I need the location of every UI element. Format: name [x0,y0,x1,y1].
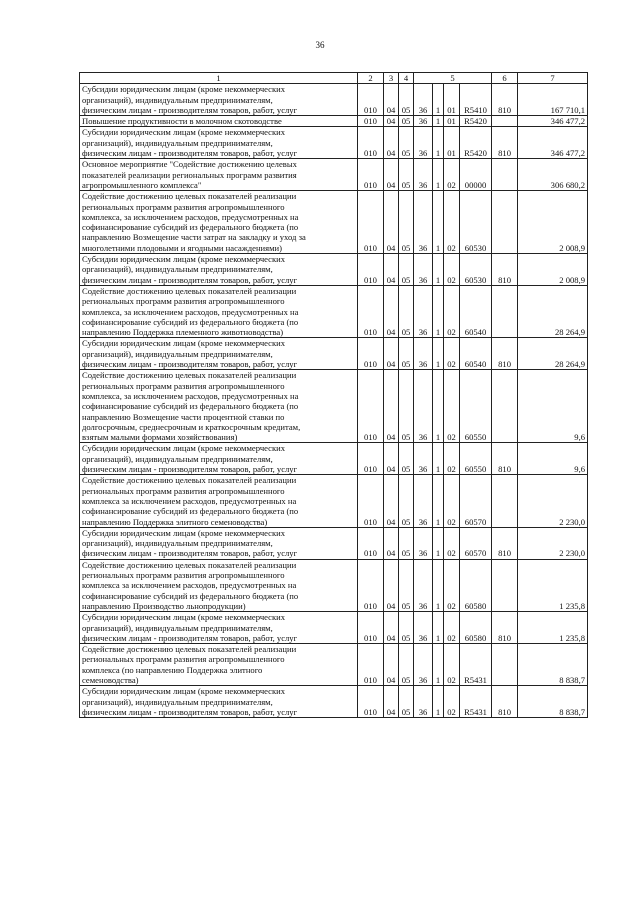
subsection-code: 05 [399,116,414,127]
header-col-1: 1 [80,73,358,84]
grbs-code: 010 [358,686,384,718]
direction-code: 60580 [460,559,492,612]
subprogram-code: 1 [433,475,444,528]
subsection-code: 05 [399,686,414,718]
subprogram-code: 1 [433,559,444,612]
direction-code: 00000 [460,159,492,191]
expense-type-code: 810 [492,686,518,718]
direction-code: 60540 [460,285,492,338]
row-description [80,612,358,644]
subsection-code: 05 [399,612,414,644]
table-row [80,116,588,127]
program-code: 36 [414,116,433,127]
description-line: семеноводства) [82,675,139,685]
description-line: Содействие достижению целевых показателей реализации [82,191,297,202]
subsection-code: 05 [399,443,414,475]
expense-type-code: 810 [492,338,518,370]
section-code: 04 [384,84,399,116]
table-row [80,612,588,644]
table-row [80,559,588,612]
row-description [80,254,358,286]
description-line: взятым малыми формами хозяйствования) [82,432,238,443]
event-code: 01 [444,84,460,116]
event-code: 02 [444,338,460,370]
subsection-code: 05 [399,338,414,370]
description-line: организаций), индивидуальным предпринимателям, [82,538,273,549]
header-col-3: 3 [384,73,399,84]
event-code: 02 [444,475,460,528]
description-line: комплекса за исключением расходов, предусмотренных на [82,495,297,506]
expense-type-code [492,116,518,127]
table-row [80,159,588,191]
row-description [80,686,358,718]
description-line: организаций), индивидуальным предпринимателям, [82,264,273,275]
program-code: 36 [414,191,433,254]
description-line: организаций), индивидуальным предпринимателям, [82,696,273,707]
section-code: 04 [384,559,399,612]
description-line: Субсидии юридическим лицам (кроме некоммерческих [82,443,286,454]
event-code: 02 [444,612,460,644]
description-line: Содействие достижению целевых показателей реализации [82,559,297,570]
section-code: 04 [384,285,399,338]
description-line: физическим лицам - производителям товаров, работ, услуг [82,148,298,159]
subprogram-code: 1 [433,686,444,718]
row-description [80,443,358,475]
table-row [80,527,588,559]
row-description [80,84,358,116]
description-line: физическим лицам - производителям товаров, работ, услуг [82,632,298,643]
section-code: 04 [384,159,399,191]
direction-code: 60530 [460,191,492,254]
description-line: показателей реализации региональных программ развития [82,169,297,180]
subprogram-code: 1 [433,127,444,159]
grbs-code: 010 [358,612,384,644]
row-amount: 2 230,0 [518,475,588,528]
event-code: 02 [444,644,460,686]
description-line: региональных программ развития агропромышленного [82,654,285,665]
event-code: 02 [444,191,460,254]
row-amount: 346 477,2 [518,116,588,127]
row-amount: 306 680,2 [518,159,588,191]
description-line: комплекса, за исключением расходов, предусмотренных на [82,306,299,317]
grbs-code: 010 [358,475,384,528]
subsection-code: 05 [399,475,414,528]
description-line: региональных программ развития агропромышленного [82,570,285,581]
description-line: физическим лицам - производителям товаров, работ, услуг [82,104,298,115]
table-row [80,370,588,443]
table-row [80,443,588,475]
row-description [80,475,358,528]
section-code: 04 [384,644,399,686]
description-line: организаций), индивидуальным предпринимателям, [82,622,273,633]
header-col-6: 6 [492,73,518,84]
program-code: 36 [414,285,433,338]
subprogram-code: 1 [433,254,444,286]
expense-type-code [492,644,518,686]
description-line: физическим лицам - производителям товаров, работ, услуг [82,359,298,370]
grbs-code: 010 [358,443,384,475]
subsection-code: 05 [399,370,414,443]
direction-code: R5420 [460,116,492,127]
program-code: 36 [414,644,433,686]
row-amount: 28 264,9 [518,338,588,370]
table-row [80,686,588,718]
program-code: 36 [414,559,433,612]
description-line: агропромышленного комплекса" [82,179,202,190]
page-number: 36 [315,40,325,50]
direction-code: R5431 [460,686,492,718]
subprogram-code: 1 [433,370,444,443]
description-line: Субсидии юридическим лицам (кроме некоммерческих [82,612,286,623]
program-code: 36 [414,612,433,644]
expense-type-code: 810 [492,527,518,559]
expense-type-code [492,285,518,338]
table-row [80,285,588,338]
event-code: 02 [444,443,460,475]
event-code: 01 [444,127,460,159]
row-description [80,285,358,338]
description-line: организаций), индивидуальным предпринимателям, [82,94,273,105]
grbs-code: 010 [358,338,384,370]
description-line: Субсидии юридическим лицам (кроме некоммерческих [82,254,286,265]
expense-type-code [492,559,518,612]
subsection-code: 05 [399,84,414,116]
program-code: 36 [414,370,433,443]
description-line: Основное мероприятие "Содействие достижению целевых [82,159,297,170]
row-amount: 1 235,8 [518,559,588,612]
expense-type-code: 810 [492,254,518,286]
direction-code: 60570 [460,527,492,559]
subsection-code: 05 [399,527,414,559]
subprogram-code: 1 [433,338,444,370]
table-row [80,254,588,286]
expense-type-code [492,475,518,528]
subprogram-code: 1 [433,116,444,127]
section-code: 04 [384,127,399,159]
grbs-code: 010 [358,127,384,159]
grbs-code: 010 [358,644,384,686]
header-row [80,73,588,84]
description-line: Содействие достижению целевых показателей реализации [82,285,297,296]
description-line: Содействие достижению целевых показателей реализации [82,475,297,486]
grbs-code: 010 [358,527,384,559]
grbs-code: 010 [358,370,384,443]
subsection-code: 05 [399,559,414,612]
grbs-code: 010 [358,254,384,286]
program-code: 36 [414,527,433,559]
subsection-code: 05 [399,254,414,286]
event-code: 02 [444,686,460,718]
row-amount: 2 230,0 [518,527,588,559]
description-line: направлению Поддержка элитного семеноводства) [82,516,268,527]
description-line: многолетними плодовыми и ягодными насаждениями) [82,242,283,253]
subprogram-code: 1 [433,527,444,559]
direction-code: 60580 [460,612,492,644]
description-line: физическим лицам - производителям товаров, работ, услуг [82,274,298,285]
grbs-code: 010 [358,116,384,127]
event-code: 02 [444,285,460,338]
description-line: софинансирование субсидий из федерального бюджета (по [82,316,299,327]
grbs-code: 010 [358,559,384,612]
row-amount: 346 477,2 [518,127,588,159]
expense-type-code [492,370,518,443]
row-description [80,644,358,686]
description-line: региональных программ развития агропромышленного [82,380,285,391]
program-code: 36 [414,475,433,528]
section-code: 04 [384,338,399,370]
table-row [80,338,588,370]
section-code: 04 [384,527,399,559]
subprogram-code: 1 [433,612,444,644]
description-line: направлению Производство льнопродукции) [82,600,246,611]
row-amount: 2 008,9 [518,254,588,286]
row-amount: 167 710,1 [518,84,588,116]
subsection-code: 05 [399,644,414,686]
description-line: долгосрочным, среднесрочным и краткосрочным кредитам, [82,421,301,432]
description-line: Содействие достижению целевых показателей реализации [82,644,297,655]
subsection-code: 05 [399,285,414,338]
description-line: физическим лицам - производителям товаров, работ, услуг [82,464,298,475]
subprogram-code: 1 [433,644,444,686]
header-col-4: 4 [399,73,414,84]
row-description [80,116,358,127]
row-description [80,338,358,370]
direction-code: R5420 [460,127,492,159]
event-code: 02 [444,159,460,191]
direction-code: 60550 [460,370,492,443]
description-line: региональных программ развития агропромышленного [82,485,285,496]
expense-type-code: 810 [492,612,518,644]
section-code: 04 [384,116,399,127]
description-line: софинансирование субсидий из федерального бюджета (по [82,506,299,517]
description-line: региональных программ развития агропромышленного [82,296,285,307]
program-code: 36 [414,127,433,159]
description-line: физическим лицам - производителям товаров, работ, услуг [82,706,298,717]
table-row [80,191,588,254]
subsection-code: 05 [399,127,414,159]
table-row [80,644,588,686]
direction-code: R5431 [460,644,492,686]
row-description [80,191,358,254]
row-description [80,370,358,443]
section-code: 04 [384,686,399,718]
description-line: организаций), индивидуальным предпринимателям, [82,453,273,464]
expense-type-code [492,191,518,254]
section-code: 04 [384,191,399,254]
event-code: 02 [444,559,460,612]
description-line: Субсидии юридическим лицам (кроме некоммерческих [82,127,286,138]
row-amount: 1 235,8 [518,612,588,644]
header-col-2: 2 [358,73,384,84]
row-description [80,127,358,159]
expense-type-code: 810 [492,127,518,159]
expense-type-code: 810 [492,443,518,475]
program-code: 36 [414,84,433,116]
description-line: организаций), индивидуальным предпринимателям, [82,348,273,359]
description-line: направлению Возмещение части процентной ставки по [82,411,285,422]
subprogram-code: 1 [433,159,444,191]
description-line: софинансирование субсидий из федерального бюджета (по [82,590,299,601]
row-amount: 9,6 [518,443,588,475]
grbs-code: 010 [358,285,384,338]
direction-code: 60550 [460,443,492,475]
description-line: физическим лицам - производителям товаров, работ, услуг [82,548,298,559]
row-amount: 9,6 [518,370,588,443]
row-amount: 28 264,9 [518,285,588,338]
description-line: комплекса, за исключением расходов, предусмотренных на [82,211,299,222]
description-line: Субсидии юридическим лицам (кроме некоммерческих [82,84,286,95]
program-code: 36 [414,254,433,286]
description-line: софинансирование субсидий из федерального бюджета (по [82,401,299,412]
header-col-7: 7 [518,73,588,84]
grbs-code: 010 [358,159,384,191]
description-line: Субсидии юридическим лицам (кроме некоммерческих [82,686,286,697]
subsection-code: 05 [399,159,414,191]
expense-type-code: 810 [492,84,518,116]
row-amount: 8 838,7 [518,644,588,686]
grbs-code: 010 [358,191,384,254]
description-line: Содействие достижению целевых показателей реализации [82,370,297,381]
header-col-5: 5 [414,73,492,84]
description-line: организаций), индивидуальным предпринимателям, [82,137,273,148]
section-code: 04 [384,254,399,286]
subprogram-code: 1 [433,443,444,475]
description-line: софинансирование субсидий из федерального бюджета (по [82,222,299,233]
program-code: 36 [414,686,433,718]
section-code: 04 [384,612,399,644]
description-line: направлению Возмещение части затрат на закладку и уход за [82,232,306,243]
description-line: направлению Поддержка племенного животноводства) [82,327,284,338]
event-code: 02 [444,527,460,559]
grbs-code: 010 [358,84,384,116]
direction-code: 60540 [460,338,492,370]
event-code: 02 [444,370,460,443]
row-description [80,527,358,559]
description-line: Повышение продуктивности в молочном скотоводстве [82,116,282,127]
expense-type-code [492,159,518,191]
description-line: региональных программ развития агропромышленного [82,201,285,212]
description-line: Субсидии юридическим лицам (кроме некоммерческих [82,338,286,349]
direction-code: 60570 [460,475,492,528]
table-row [80,84,588,116]
description-line: комплекса за исключением расходов, предусмотренных на [82,580,297,591]
description-line: комплекса, за исключением расходов, предусмотренных на [82,390,299,401]
row-amount: 2 008,9 [518,191,588,254]
direction-code: 60530 [460,254,492,286]
event-code: 02 [444,254,460,286]
program-code: 36 [414,159,433,191]
description-line: Субсидии юридическим лицам (кроме некоммерческих [82,527,286,538]
description-line: комплекса (по направлению Поддержка элитного [82,664,263,675]
row-amount: 8 838,7 [518,686,588,718]
section-code: 04 [384,370,399,443]
row-description [80,559,358,612]
table-row [80,475,588,528]
section-code: 04 [384,443,399,475]
section-code: 04 [384,475,399,528]
subprogram-code: 1 [433,191,444,254]
budget-table [79,72,588,718]
table-row [80,127,588,159]
subprogram-code: 1 [433,285,444,338]
program-code: 36 [414,338,433,370]
subprogram-code: 1 [433,84,444,116]
direction-code: R5410 [460,84,492,116]
program-code: 36 [414,443,433,475]
subsection-code: 05 [399,191,414,254]
row-description [80,159,358,191]
event-code: 01 [444,116,460,127]
